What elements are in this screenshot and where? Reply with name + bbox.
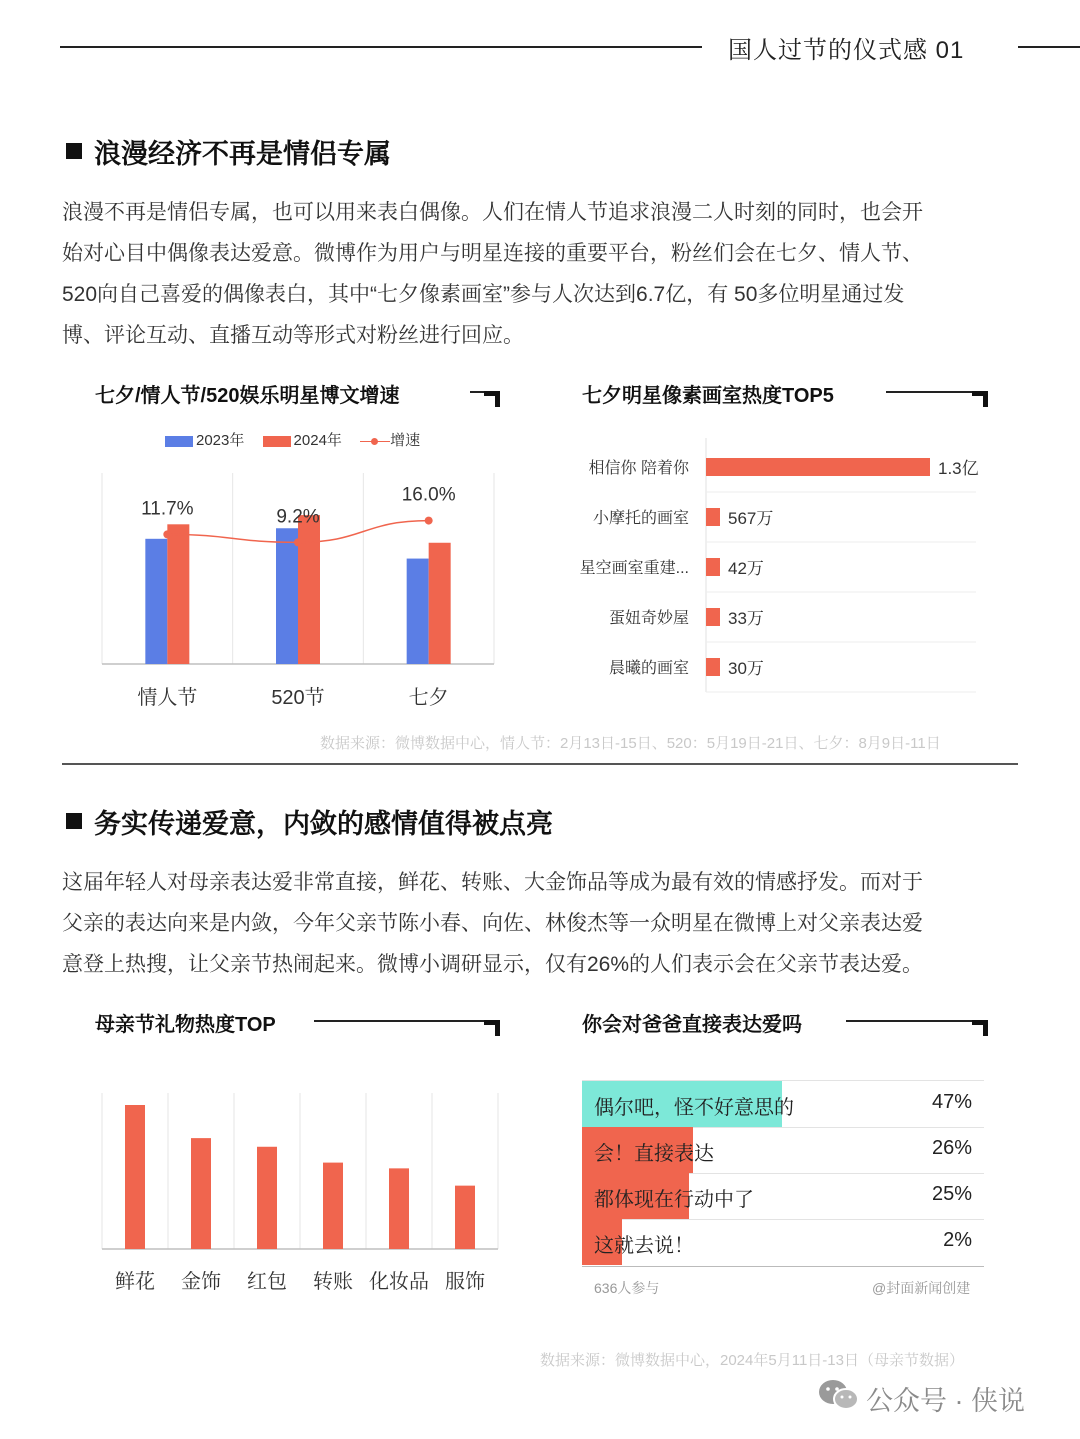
paragraph-line: 浪漫不再是情侣专属，也可以用来表白偶像。人们在情人节追求浪漫二人时刻的同时，也会开	[62, 201, 923, 224]
x-tick-label: 红包	[247, 1271, 287, 1293]
bar	[389, 1168, 409, 1249]
legend-line-swatch	[360, 436, 390, 447]
bar	[323, 1163, 343, 1249]
bar	[706, 458, 930, 476]
paragraph-line: 意登上热搜，让父亲节热闹起来。微博小调研显示，仅有26%的人们表示会在父亲节表达爱。	[62, 953, 924, 976]
header-rule-left	[60, 46, 702, 48]
bar	[706, 608, 720, 626]
chart2-svg	[570, 438, 990, 693]
poll-option	[582, 1219, 984, 1265]
growth-point	[294, 538, 302, 546]
legend-item-growth	[360, 432, 420, 449]
growth-label: 16.0%	[401, 484, 456, 506]
x-tick-label: 七夕	[408, 687, 449, 709]
x-tick-label: 情人节	[137, 687, 198, 709]
paragraph-line: 这届年轻人对母亲表达爱非常直接，鲜花、转账、大金饰品等成为最有效的情感抒发。而对于	[62, 871, 923, 894]
chart2-title-rule	[886, 391, 986, 393]
legend-item-2024	[263, 432, 342, 449]
bar	[706, 558, 720, 576]
poll-option-label: 偶尔吧，怪不好意思的	[594, 1097, 794, 1119]
chart1-legend	[165, 429, 434, 450]
value-label: 567万	[728, 509, 774, 528]
poll-option-label: 会！直接表达	[594, 1143, 714, 1165]
section2-title: 务实传递爱意，内敛的感情值得被点亮	[94, 809, 553, 839]
poll-option-label: 都体现在行动中了	[594, 1189, 754, 1211]
bar-2024年	[167, 524, 189, 664]
poll-bottom-rule	[582, 1266, 984, 1267]
chart1-title: 七夕/情人节/520娱乐明星博文增速	[95, 385, 400, 407]
bar	[191, 1138, 211, 1249]
category-label: 星空画室重建...	[579, 560, 689, 577]
section2-paragraph	[62, 862, 1022, 985]
section-bullet	[66, 143, 82, 159]
poll-option-percent: 26%	[931, 1137, 972, 1159]
category-label: 相信你 陪着你	[588, 460, 689, 477]
section2-source: 数据来源：微博数据中心，2024年5月11日-13日（母亲节数据）	[540, 1352, 964, 1369]
poll-option	[582, 1127, 984, 1173]
growth-label: 9.2%	[276, 506, 320, 528]
bar	[455, 1186, 475, 1249]
x-tick-label: 转账	[313, 1271, 353, 1293]
value-label: 1.3亿	[938, 459, 979, 478]
chart4-title-rule	[846, 1020, 986, 1022]
bar-2023年	[276, 528, 298, 664]
growth-point	[163, 530, 171, 538]
x-tick-label: 服饰	[445, 1271, 485, 1293]
section1-title: 浪漫经济不再是情侣专属	[94, 139, 391, 169]
chart3-title-rule	[314, 1020, 498, 1022]
legend-label: 增速	[390, 432, 421, 449]
legend-label: 2023年	[196, 432, 245, 449]
watermark-text: 公众号 · 侠说	[866, 1386, 1025, 1416]
chart3-title: 母亲节礼物热度TOP	[95, 1014, 276, 1036]
poll-option	[582, 1081, 984, 1127]
paragraph-line: 父亲的表达向来是内敛，今年父亲节陈小春、向佐、林俊杰等一众明星在微博上对父亲表达爱	[62, 912, 923, 935]
wechat-icon	[818, 1378, 860, 1417]
x-tick-label: 520节	[271, 687, 325, 709]
poll-credit: @封面新闻创建	[872, 1280, 971, 1296]
value-label: 42万	[728, 559, 764, 578]
bar-2024年	[429, 543, 451, 664]
value-label: 33万	[728, 609, 764, 628]
bar	[125, 1105, 145, 1249]
chart4-title: 你会对爸爸直接表达爱吗	[582, 1014, 802, 1036]
legend-item-2023	[165, 432, 244, 449]
value-label: 30万	[728, 659, 764, 678]
section1-source: 数据来源：微博数据中心，情人节：2月13日-15日、520：5月19日-21日、七夕：8月9日-11日	[320, 735, 941, 752]
chart3-svg	[90, 1085, 510, 1305]
chart1-svg	[90, 455, 510, 720]
poll-option-percent: 2%	[943, 1229, 972, 1251]
section-bullet	[66, 813, 82, 829]
growth-point	[425, 517, 433, 525]
paragraph-line: 520向自己喜爱的偶像表白，其中“七夕像素画室”参与人次达到6.7亿，有 50多位明星通过发	[62, 283, 905, 306]
chart3-corner	[484, 1020, 500, 1036]
legend-swatch	[165, 436, 193, 447]
paragraph-line: 博、评论互动、直播互动等形式对粉丝进行回应。	[62, 324, 524, 347]
legend-label: 2024年	[293, 432, 342, 449]
poll-option-label: 这就去说！	[594, 1235, 694, 1257]
chart2-corner	[972, 391, 988, 407]
chart2-title: 七夕明星像素画室热度TOP5	[582, 385, 834, 407]
chart1-bars	[145, 515, 450, 664]
bar	[706, 658, 720, 676]
x-tick-label: 金饰	[181, 1271, 221, 1293]
bar-2024年	[298, 515, 320, 664]
section-divider	[62, 763, 1018, 765]
bar	[706, 508, 720, 526]
chart3-bars	[102, 1093, 498, 1293]
header-rule-right	[1018, 46, 1080, 48]
legend-swatch	[263, 436, 291, 447]
paragraph-line: 始对心目中偶像表达爱意。微博作为用户与明星连接的重要平台，粉丝们会在七夕、情人节、	[62, 242, 923, 265]
bar	[257, 1147, 277, 1249]
poll-option	[582, 1173, 984, 1219]
page-header-title: 国人过节的仪式感 01	[728, 37, 965, 64]
x-tick-label: 鲜花	[115, 1271, 155, 1293]
bar-2023年	[145, 539, 167, 664]
poll-option-percent: 25%	[931, 1183, 972, 1205]
x-tick-label: 化妆品	[369, 1271, 429, 1293]
section1-paragraph	[62, 192, 1022, 356]
category-label: 蛋妞奇妙屋	[608, 610, 689, 627]
category-label: 晨曦的画室	[608, 660, 689, 677]
chart2-bars	[580, 438, 979, 692]
chart4-corner	[972, 1020, 988, 1036]
poll-participants: 636人参与	[594, 1280, 660, 1296]
category-label: 小摩托的画室	[592, 510, 689, 527]
growth-label: 11.7%	[141, 498, 194, 520]
bar-2023年	[407, 559, 429, 664]
chart1-corner	[484, 391, 500, 407]
poll-option-percent: 47%	[931, 1091, 972, 1113]
